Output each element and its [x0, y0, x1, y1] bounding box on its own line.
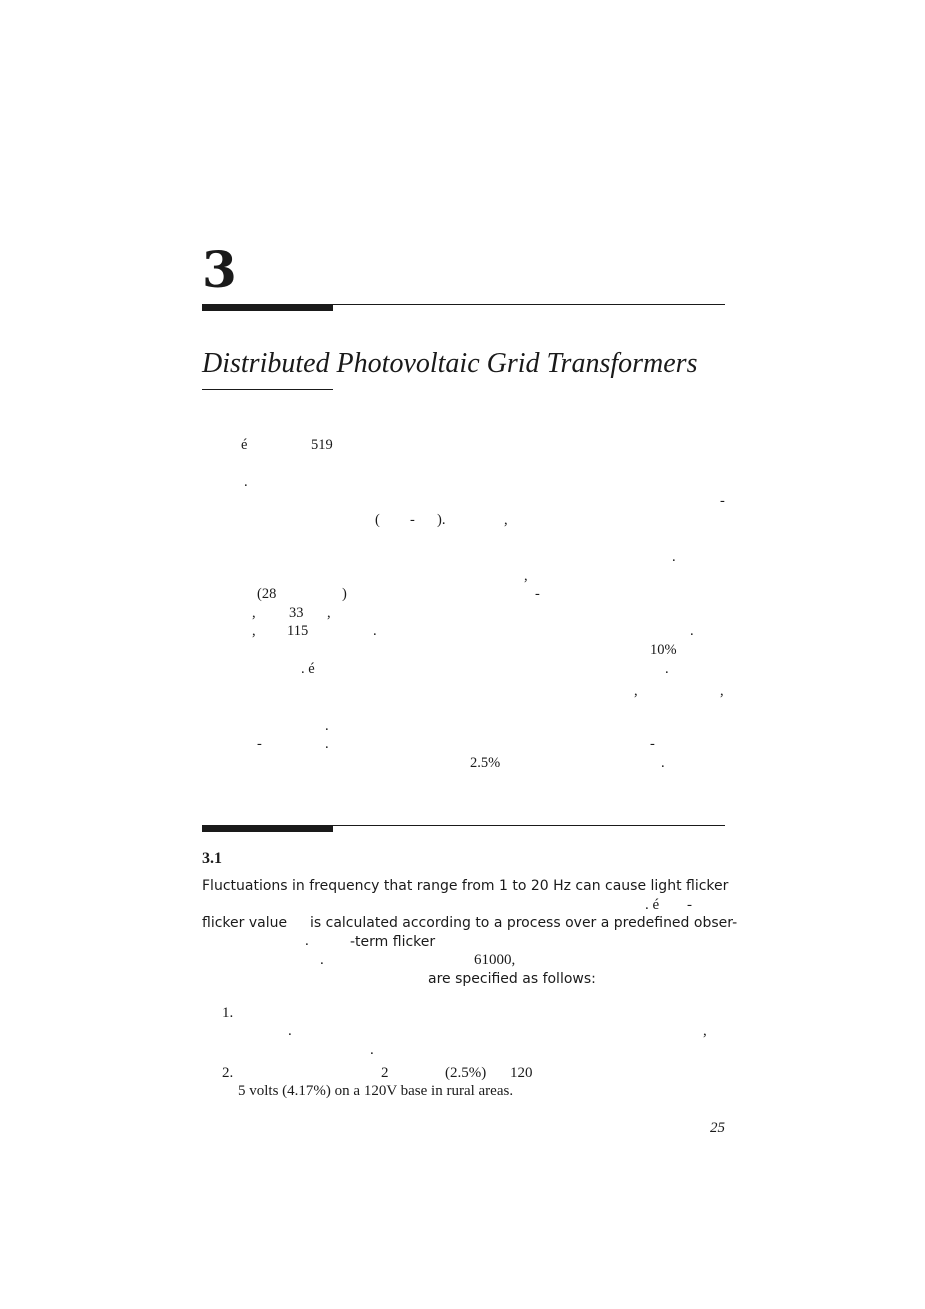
intro-fragment: 519	[311, 437, 333, 453]
chapter-rule-thin	[333, 304, 725, 305]
intro-fragment: . é	[301, 661, 315, 677]
list-fragment: .	[288, 1023, 292, 1039]
intro-fragment: -	[535, 586, 540, 602]
list-marker-1: 1.	[222, 1005, 234, 1021]
list-marker-2: 2.	[222, 1065, 234, 1081]
intro-fragment: ,	[252, 623, 256, 639]
section-line-1: Fluctuations in frequency that range from 1 to 20 Hz can cause light flicker	[202, 878, 729, 894]
intro-fragment: 115	[287, 623, 309, 639]
chapter-title: Distributed Photovoltaic Grid Transformers	[202, 348, 698, 379]
section-rule-thin	[333, 825, 725, 826]
chapter-number: 3	[202, 240, 237, 299]
section-fragment: . é	[645, 897, 660, 913]
intro-fragment: -	[410, 512, 415, 528]
intro-fragment: (	[375, 512, 380, 528]
section-fragment: 61000,	[474, 952, 516, 968]
list-fragment: 120	[510, 1065, 533, 1081]
intro-fragment: .	[665, 661, 669, 677]
list-fragment: (2.5%)	[445, 1065, 487, 1081]
chapter-rule-thick	[202, 304, 333, 311]
section-number: 3.1	[202, 850, 222, 867]
intro-fragment: .	[690, 623, 694, 639]
intro-fragment: .	[373, 623, 377, 639]
intro-fragment: .	[325, 718, 329, 734]
section-line-3: is calculated according to a process over a predefined obser-	[310, 915, 738, 931]
title-underline	[202, 389, 333, 390]
intro-fragment: ,	[252, 605, 256, 621]
intro-fragment: .	[661, 755, 665, 771]
intro-fragment: .	[672, 549, 676, 565]
section-line-6: are specified as follows:	[428, 971, 596, 987]
intro-fragment: .	[325, 736, 329, 752]
intro-fragment: ,	[327, 605, 331, 621]
intro-fragment: -	[650, 736, 655, 752]
intro-fragment: -	[257, 736, 262, 752]
intro-fragment: )	[342, 586, 347, 602]
section-fragment: .	[320, 952, 324, 968]
section-rule-thick	[202, 825, 333, 832]
intro-fragment: 2.5%	[470, 755, 501, 771]
intro-fragment: 10%	[650, 642, 677, 658]
page-number: 25	[710, 1120, 725, 1136]
flicker-value-term: flicker value	[202, 915, 288, 931]
intro-fragment: .	[244, 474, 248, 490]
intro-fragment: ,	[720, 683, 724, 699]
intro-fragment: é	[241, 437, 248, 453]
intro-fragment: ,	[504, 512, 508, 528]
intro-fragment: ).	[437, 512, 446, 528]
section-fragment: .	[305, 933, 309, 949]
section-fragment: -	[687, 897, 692, 913]
intro-fragment: ,	[524, 568, 528, 584]
list-item-2-line-2: 5 volts (4.17%) on a 120V base in rural areas.	[238, 1083, 514, 1099]
list-fragment: .	[370, 1042, 374, 1058]
intro-fragment: 33	[289, 605, 304, 621]
section-fragment: -term flicker	[350, 934, 436, 950]
list-fragment: 2	[381, 1065, 389, 1081]
intro-fragment: -	[720, 493, 725, 509]
intro-fragment: ,	[634, 683, 638, 699]
intro-fragment: (28	[257, 586, 277, 602]
list-fragment: ,	[703, 1023, 707, 1039]
